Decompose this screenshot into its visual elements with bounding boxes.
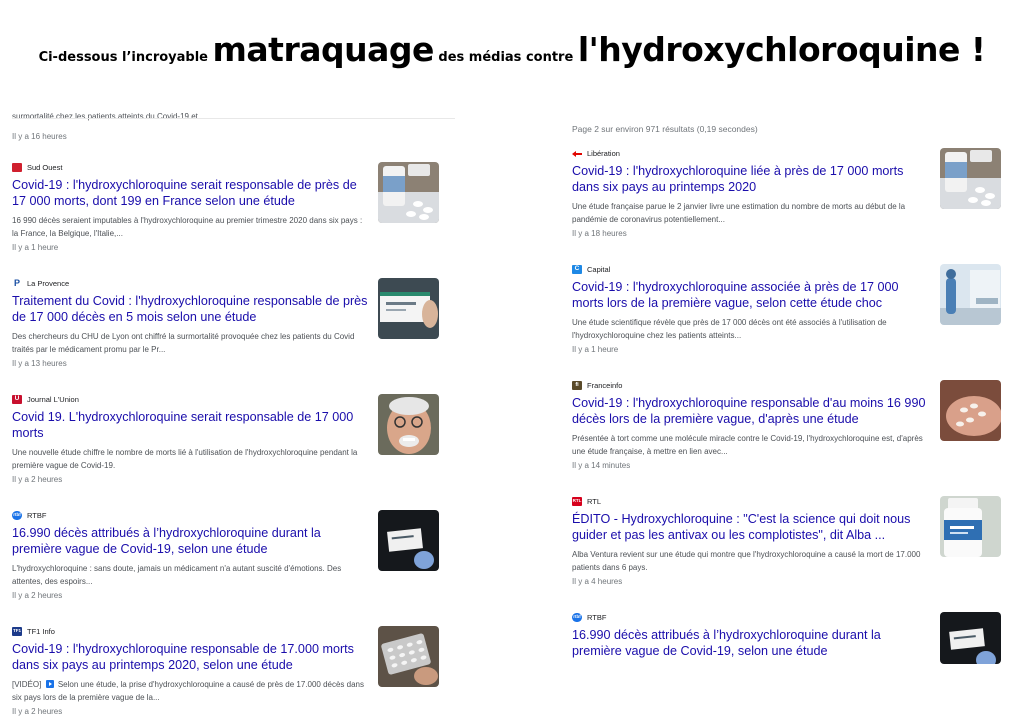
result-title-link[interactable]: 16.990 décès attribués à l’hydroxychloroquine durant la première vague de Covid-19, selon une étude	[572, 628, 881, 658]
rtbf-icon: rtbf	[12, 511, 22, 520]
result-time: Il y a 1 heure	[12, 243, 59, 252]
result-time: Il y a 16 heures	[12, 132, 67, 141]
result-title-link[interactable]: Covid-19 : l'hydroxychloroquine responsable de 17.000 morts dans six pays au printemps 2020, selon une étude	[12, 642, 354, 672]
video-label: [VIDÉO]	[12, 680, 42, 689]
result-title-link[interactable]: Covid-19 : l'hydroxychloroquine associée à près de 17 000 morts lors de la première vague, selon cette étude choc	[572, 280, 899, 310]
tf1-icon: TF1	[12, 627, 22, 636]
news-result	[572, 496, 1012, 586]
results-column-left	[0, 0, 455, 725]
capital-icon: C	[572, 265, 582, 274]
pills-in-hand-thumbnail[interactable]	[940, 380, 1001, 441]
hospital-thumbnail[interactable]	[940, 264, 1001, 325]
banner-intro: Ci-dessous l’incroyable	[38, 50, 213, 65]
news-result	[572, 264, 1012, 354]
video-play-icon	[46, 680, 54, 688]
result-snippet: L'hydroxychloroquine : sans doute, jamais un médicament n'a autant suscité d'émotions. Des attentes, des espoirs...	[12, 564, 342, 586]
result-title-link[interactable]: 16.990 décès attribués à l’hydroxychloroquine durant la première vague de Covid-19, selon une étude	[12, 526, 321, 556]
result-time: Il y a 18 heures	[572, 229, 627, 238]
result-title-link[interactable]: ÉDITO - Hydroxychloroquine : "C'est la science qui doit nous guider et pas les antivax ou les complotistes", dit Alba ...	[572, 512, 911, 542]
franceinfo-icon: fi	[572, 381, 582, 390]
source-name: La Provence	[27, 279, 70, 288]
source-name: TF1 Info	[27, 627, 55, 636]
source-name: RTBF	[587, 613, 607, 622]
news-result	[12, 510, 456, 600]
rtbf-icon: rtbf	[572, 613, 582, 622]
result-time: Il y a 4 heures	[572, 577, 623, 586]
news-result	[12, 278, 456, 368]
result-snippet	[12, 678, 370, 704]
result-title-link[interactable]: Traitement du Covid : l'hydroxychloroquine responsable de près de 17 000 décès en 5 mois selon une étude	[12, 294, 368, 324]
medicine-box-thumbnail[interactable]	[378, 278, 439, 339]
rtl-icon: RTL	[572, 497, 582, 506]
laprovence-icon: P	[13, 278, 20, 288]
snippet-text: Selon une étude, la prise d'hydroxychloroquine a causé de près de 17.000 décès dans six pays lors de la première vague de la...	[12, 680, 364, 702]
results-column-right	[560, 0, 1024, 725]
result-time: Il y a 2 heures	[12, 707, 63, 716]
news-result	[572, 380, 1012, 470]
medicine-bottle-thumbnail[interactable]	[940, 496, 1001, 557]
news-result	[12, 162, 456, 252]
result-snippet: Une étude scientifique révèle que près de 17 000 décès ont été associés à l'utilisation de l'hydroxychloroquine chez les patients atteints...	[572, 318, 887, 340]
source-name: Franceinfo	[587, 381, 623, 390]
news-result	[12, 626, 456, 716]
result-title-link[interactable]: Covid 19. L'hydroxychloroquine serait responsable de 17 000 morts	[12, 410, 354, 440]
news-result	[12, 394, 456, 484]
result-snippet: Des chercheurs du CHU de Lyon ont chiffré la surmortalité provoquée chez les patients du Covid traités par le médicament promu par le Pr...	[12, 332, 355, 354]
banner-middle: des médias contre	[433, 50, 578, 65]
result-time: Il y a 13 heures	[12, 359, 67, 368]
partial-snippet: surmortalité chez les patients atteints du Covid-19 et...	[12, 112, 205, 121]
results-count: Page 2 sur environ 971 résultats (0,19 secondes)	[572, 124, 758, 134]
result-title-link[interactable]: Covid-19 : l'hydroxychloroquine serait responsable de près de 17 000 morts, dont 199 en France selon une étude	[12, 178, 357, 208]
result-snippet: 16 990 décès seraient imputables à l'hydroxychloroquine au premier trimestre 2020 dans six pays : la France, la Belgique, l'Italie,...	[12, 216, 363, 238]
source-name: Sud Ouest	[27, 163, 63, 172]
result-title-link[interactable]: Covid-19 : l'hydroxychloroquine responsable d'au moins 16 990 décès lors de la première vague, d'après une étude	[572, 396, 926, 426]
source-name: RTBF	[27, 511, 47, 520]
lunion-icon: U	[12, 395, 22, 404]
source-name: RTL	[587, 497, 602, 506]
result-time: Il y a 14 minutes	[572, 461, 631, 470]
result-time: Il y a 2 heures	[12, 591, 63, 600]
result-title-link[interactable]: Covid-19 : l'hydroxychloroquine liée à près de 17 000 morts dans six pays au printemps 2020	[572, 164, 904, 194]
result-snippet: Présentée à tort comme une molécule miracle contre le Covid-19, l'hydroxychloroquine est, d'après une étude française, à mettre en lien avec...	[572, 434, 923, 456]
result-snippet: Alba Ventura revient sur une étude qui montre que l'hydroxychloroquine a causé la mort de 17.000 patients dans 6 pays.	[572, 550, 921, 572]
pill-bottle-thumbnail[interactable]	[940, 148, 1001, 209]
result-snippet: Une étude française parue le 2 janvier livre une estimation du nombre de morts au début de la pandémie de coronavirus potentiellement...	[572, 202, 906, 224]
result-snippet: Une nouvelle étude chiffre le nombre de morts lié à l'utilisation de l'hydroxychloroquine pendant la première vague de Covid-19.	[12, 448, 358, 470]
sudouest-icon	[12, 163, 22, 172]
medicine-pack-thumbnail[interactable]	[940, 612, 1001, 664]
liberation-arrow-icon	[572, 149, 582, 158]
banner-keyword: matraquage	[212, 30, 434, 69]
news-result	[572, 148, 1012, 238]
source-name: Capital	[587, 265, 611, 274]
news-result	[572, 612, 1012, 659]
blister-pack-thumbnail[interactable]	[378, 626, 439, 687]
medicine-pack-thumbnail[interactable]	[378, 510, 439, 571]
pill-bottle-thumbnail[interactable]	[378, 162, 439, 223]
portrait-thumbnail[interactable]	[378, 394, 439, 455]
result-time: Il y a 2 heures	[12, 475, 63, 484]
source-name: Journal L'Union	[27, 395, 79, 404]
source-name: Libération	[587, 149, 620, 158]
result-time: Il y a 1 heure	[572, 345, 619, 354]
divider	[12, 118, 455, 119]
banner-subject: l'hydroxychloroquine !	[577, 30, 986, 69]
